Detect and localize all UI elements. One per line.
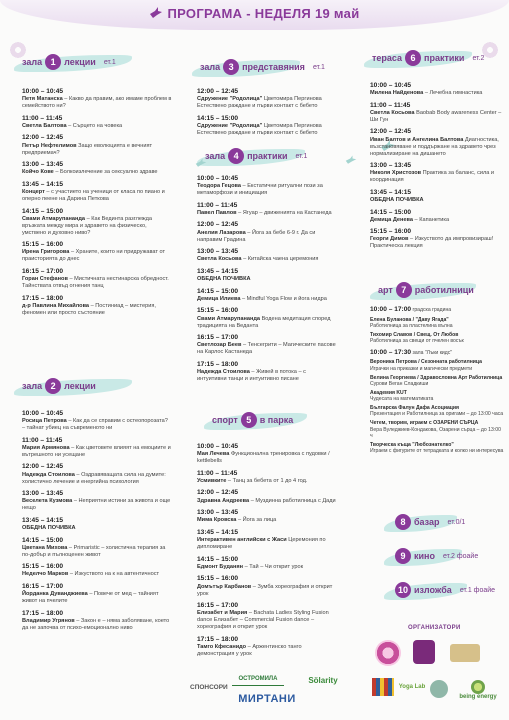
list-item: 14:15 – 15:00 Демица Денева – Капанетика [370, 208, 450, 223]
list-item: 16:15 – 17:00 Горан Стефанов – Мистичната нестинарска обредност. Тайнствата отвъд огнения танц [22, 267, 169, 290]
list-item: 10:00 – 10:45 Мая Лечева Функционална тренировка с пудовки / kettlebells [197, 443, 330, 465]
list-item: 12:00 – 12:45 Сдружение "Родолица" Цветомира Пергинова Естествено раждане и първи контакт с бебето [197, 88, 322, 110]
organizer-logo [372, 678, 394, 696]
section-header-zala1: зала 1 лекции ет.1 [22, 52, 162, 72]
sport5-schedule [197, 443, 337, 662]
list-item: 12:00 – 12:45 Надежда Стоилова – Оздравяващата сила на думите: холистично лечение и енергийна психология [22, 463, 166, 485]
organizer-logo [413, 640, 435, 664]
list-item: 15:15 – 16:00 Георги Димов – Изкуството да импровизираш! Практическа лекция [370, 228, 494, 250]
section-number-badge: 7 [396, 282, 412, 298]
organizer-logo [430, 680, 448, 698]
section-number-badge: 1 [45, 54, 61, 70]
section-header-zala4: зала 4 практики ет.1 [205, 146, 335, 166]
list-item: 15:15 – 16:00 Ирена Григорова – Храните, които ни придружават от праисторията до днес [22, 241, 166, 263]
section-number-badge: 9 [395, 548, 411, 564]
organizers-label: ОРГАНИЗАТОРИ [408, 625, 461, 631]
section-header-izlozhba10: 10 изложба ет.1 фоайе [392, 580, 507, 600]
zala2-schedule [22, 410, 172, 636]
list-item: 16:15 – 17:00 Елизабет и Мария – Bachata Ladies Styling Fusion dance Елизабет – Commercial Fusion dance – хореография и открит урок [197, 601, 329, 631]
list-item: 13:45 – 14:15 ОБЕДНА ПОЧИВКА [197, 267, 251, 283]
list-item: Четем, творим, играем с ОЗАРЕНИ СЪРЦА Вера Вуледжиев-Кондакова, Озарени сърца – до 13:00 ч [370, 420, 501, 439]
section-header-bazar8: 8 базар ет.0/1 [392, 512, 502, 532]
section-number-badge: 4 [228, 148, 244, 164]
list-item: 12:00 – 12:45 Здравна Андреева – Муздинна работилница с Дади [197, 489, 336, 504]
organizer-logo-being-energy [452, 676, 504, 704]
list-item: 11:00 – 11:45 Светла Косьова Baobab Body awareness Center – Ши Гун [370, 101, 502, 123]
sponsor-logo-mirtani: МИРТАНИ [238, 693, 296, 705]
list-item: 10:00 – 10:45 Петя Матанска – Какво да правим, ако имаме проблем в семейството ни? [22, 88, 172, 110]
list-item: 11:00 – 11:45 Усмивките – Танц за бебета от 1 до 4 год. [197, 469, 308, 484]
organizer-name: being energy [459, 694, 497, 700]
list-item: 16:15 – 17:00 Светлозар Беев – Тенсегрити – Магическите пасове на Карлос Кастанеда [197, 333, 336, 356]
section-header-sport5: спорт 5 в парка [212, 410, 337, 430]
list-item: 13:00 – 13:45 Мима Кровска – Йога за лица [197, 509, 277, 524]
list-item: 11:00 – 11:45 Мария Армянова – Как цветовете влияят на емоциите и вътрешното ни усещане [22, 436, 171, 458]
list-item: 13:00 – 13:45 Койчо Кове – Болкоизлечение за сексуално здраве [22, 161, 158, 176]
list-item: 14:15 – 15:00 Сдружение "Родолица" Цветомира Пергинова Естествено раждане и първи контакт с бебето [197, 114, 322, 136]
floor-label: ет.2 [472, 54, 485, 62]
list-item: 13:00 – 13:45 Веселета Кузмова – Неприятни истини за живота и още нещо [22, 490, 171, 512]
section-header-art7: арт 7 работилници [378, 280, 506, 300]
leaf-icon [471, 680, 485, 694]
section-number-badge: 5 [241, 412, 257, 428]
list-item: 14:15 – 15:00 Демица Илиева – Mindful Yoga Flow и йога нидра [197, 287, 327, 302]
list-item: 14:15 – 15:00 Едмонт Буданян – Тай – Чи открит урок [197, 555, 304, 570]
list-item: 13:45 – 14:15 ОБЕДНА ПОЧИВКА [22, 516, 76, 532]
zala4-schedule [197, 175, 337, 387]
list-item: 13:45 – 14:15 ОБЕДНА ПОЧИВКА [370, 188, 424, 204]
dove-icon [345, 155, 357, 165]
list-item: 14:15 – 15:00 Свами Атмарупананда – Как Вединта разглежда връзката между мира и здравето на физическо, умствено и духовно ниво? [22, 207, 153, 236]
list-item: 17:15 – 18:00 Надежда Стоилова – Живей в потока – с интуитивни танци и интуитивно писане [197, 360, 306, 382]
section-number-badge: 6 [405, 50, 421, 66]
page-title: ПРОГРАМА - НЕДЕЛЯ 19 май [0, 6, 509, 21]
organizer-logo [450, 644, 480, 662]
list-item: 17:15 – 18:00 д-р Павлина Михайлова – Постиниад – мистерия, феномен или просто състояние [22, 294, 156, 316]
list-item: 12:00 – 12:45 Иван Балтов и Ангелина Балтова Диагностика, възстановяване и поддържане на здравето чрез нормализиране на дишането [370, 128, 499, 157]
list-item: Тихомир Славов / Свещ. От Любов Работилница за свещи от пчелен восък [370, 331, 464, 345]
list-item: 16:15 – 17:00 Йорданка Дуванджиева – Повече от мед – тайният живот на пчелите [22, 582, 159, 605]
list-item: 10:00 – 17:30 зала "Лъки кидс" [370, 348, 453, 356]
list-item: Елена Буланова / "Даву Ягада" Работилница за пластелина вълна [370, 316, 453, 330]
section-number-badge: 2 [45, 378, 61, 394]
list-item: 17:15 – 18:00 Владимир Угрянов – Закон е – няма заболяване, което да не започва от психо-емоционално ниво [22, 609, 170, 631]
sponsor-logo-ostromila: ОСТРОМИЛА [232, 672, 284, 686]
list-item: 15:15 – 16:00 Неделчо Марков – Изкуството на к на автентичност [22, 563, 160, 578]
zala1-schedule [22, 88, 172, 321]
list-item: 10:00 – 10:45 Милена Найденова – Лечебна гимнастика [370, 82, 483, 97]
list-item: 11:00 – 11:45 Павел Павлов – Ягуар – движенията на Кастанеда [197, 201, 332, 216]
organizer-logo-yogalab: Yoga Lab [398, 684, 426, 690]
section-header-kino9: 9 кино ет.2 фоайе [392, 546, 507, 566]
organizer-logo [375, 640, 401, 666]
list-item: 13:45 – 14:15 Концерт – с участието на ученици от класа по пиано и оперно пеене на Дарина Петкова [22, 180, 165, 203]
list-item: 10:00 – 10:45 Теодора Гецова – Екстатични ритуални пози за метаморфози и инициация [197, 175, 323, 197]
floor-label: ет.1 фоайе [459, 586, 496, 594]
section-number-badge: 10 [395, 582, 411, 598]
floor-label: ет.1 [103, 58, 116, 66]
terasa6-schedule [370, 82, 504, 255]
zala3-schedule [197, 88, 337, 141]
section-number-badge: 3 [223, 59, 239, 75]
section-number-badge: 8 [395, 514, 411, 530]
list-item: 15:15 – 16:00 Домътър Карбанов – Зумба хореография и открит урок [197, 575, 333, 597]
list-item: 17:15 – 18:00 Тамго Кфесанидо – Аржентинско танго демонстрация у урок [197, 635, 302, 657]
list-item: 14:15 – 15:00 Цветана Михова – Primaristic – холистична терапия за по-добър и пълноценен живот [22, 536, 166, 558]
floor-label: ет.0/1 [447, 518, 466, 526]
floor-label: ет.1 [295, 152, 308, 160]
list-item: 11:00 – 11:45 Светла Балтова – Сърцето на човека [22, 114, 123, 129]
list-item: Творческа къща "Любознателко" Играем с фигурите от тетрадката и колко ни интересува [370, 441, 504, 455]
sponsor-logo-solarity: Sölarity [308, 675, 338, 685]
dove-icon [149, 7, 163, 19]
list-item: 13:00 – 13:45 Светла Косьова – Китайска чаена церемония [197, 248, 319, 263]
list-item: 13:00 – 13:45 Николя Христозов Практика за баланс, сила и координация [370, 162, 495, 184]
list-item: 13:45 – 14:15 Интерактивен английски с Жаси Церемония по дипломиране [197, 528, 326, 551]
art7-schedule [370, 306, 504, 457]
section-header-zala3: зала 3 представяния ет.1 [200, 57, 330, 77]
floor-label: ет.1 [312, 63, 325, 71]
list-item: Българска Фалун Дафа Асоциация Презентация и Работилница за оригами – до 13:00 часа [370, 405, 504, 418]
list-item: 12:00 – 12:45 Петър Нефтелимов Защо еволюцията е вечният предприемач? [22, 134, 153, 156]
list-item: 15:15 – 16:00 Свами Атмарупананда Водена медитация според традицията на Веданта [197, 307, 331, 329]
list-item: 10:00 – 10:45 Росица Петрова – Как да се справим с остеопорозата? – тайнат убиец на съвременото ни [22, 410, 168, 432]
list-item: 10:00 – 17:00 градска градина [370, 306, 452, 313]
sponsors-label: СПОНСОРИ [190, 684, 228, 691]
list-item: Академия KUT Чудесата на математиката [370, 389, 434, 403]
list-item: Вероника Петрова / Сезонната работилница Играчки на приказки и магически предмети [370, 359, 482, 372]
section-header-terasa6: тераса 6 практики ет.2 [372, 48, 502, 68]
list-item: 12:00 – 12:45 Анелия Лазарова – Йога за бебе 6-9 г. Да си направим Градина [197, 221, 316, 243]
floor-label: ет.2 фоайе [442, 552, 479, 560]
section-header-zala2: зала 2 лекции [22, 376, 162, 396]
list-item: Велина Георгиева / Здравословна Арт Работилница Сурови Веган Сладкиши [370, 374, 503, 387]
